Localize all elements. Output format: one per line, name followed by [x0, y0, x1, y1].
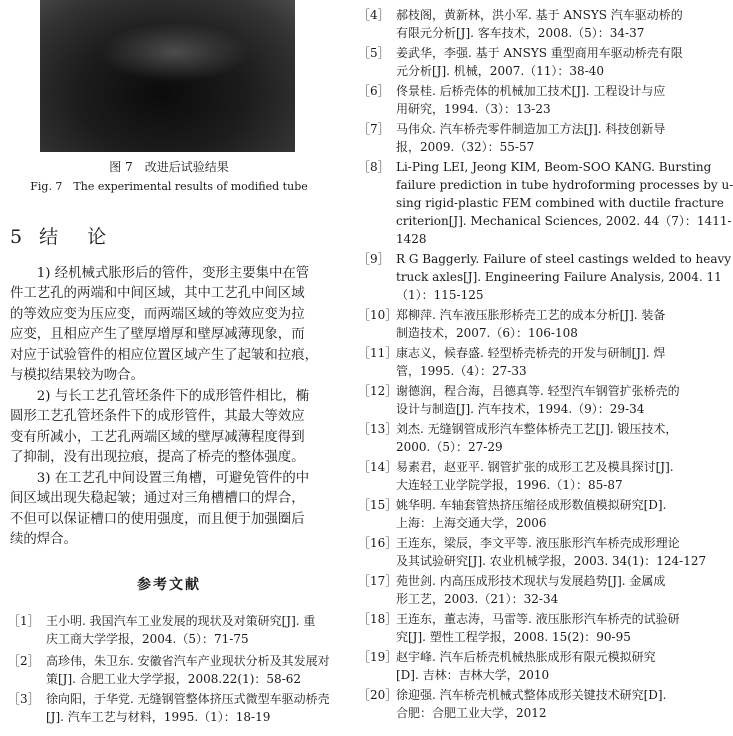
- reference-number: ［11］: [358, 346, 398, 360]
- conclusion-paragraph-3: [10, 469, 328, 551]
- reference-line: 姚华明. 车轴套管热挤压缩径成形数值模拟研究[D].: [396, 498, 667, 512]
- paragraph-line: 与模拟结果较为吻合。: [10, 368, 144, 384]
- paragraph-line: 件工艺孔的两端和中间区域，其中工艺孔中间区域: [10, 286, 305, 302]
- photo-highlight: [100, 22, 250, 82]
- paragraph-line: 了抑制，没有出现拉痕，提高了桥壳的整体强度。: [10, 450, 305, 466]
- reference-line: 王连东，梁辰，李文平等. 液压胀形汽车桥壳成形理论: [396, 536, 680, 550]
- figure-caption-cn: 图 7 改进后试验结果: [109, 160, 229, 174]
- reference-line: 郝枝阁，黄新林，洪小军. 基于 ANSYS 汽车驱动桥的: [396, 8, 683, 22]
- left-column: [0, 0, 338, 736]
- reference-line: 上海：上海交通大学，2006: [396, 516, 547, 530]
- reference-line: 佟景桂. 后桥壳体的机械加工技术[J]. 工程设计与应: [396, 84, 666, 98]
- reference-line: 合肥：合肥工业大学，2012: [396, 706, 547, 720]
- paragraph-line: 间区域出现失稳起皱；通过对三角槽槽口的焊合，: [10, 491, 305, 507]
- reference-line: 庆工商大学学报，2004.（5）：71-75: [46, 632, 249, 646]
- reference-line: 究[J]. 塑性工程学报，2008. 15(2)：90-95: [396, 630, 631, 644]
- reference-line: 报，2009.（32）：55-57: [396, 140, 535, 154]
- paragraph-line: 变有所减小，工艺孔两端区域的壁厚减薄程度得到: [10, 429, 305, 445]
- reference-line: Li-Ping LEI, Jeong KIM, Beom-SOO KANG. Bursting: [396, 160, 712, 174]
- reference-line: truck axles[J]. Engineering Failure Analysis, 2004. 11: [396, 270, 722, 284]
- reference-number: ［10］: [358, 308, 398, 322]
- reference-number: ［20］: [358, 688, 398, 702]
- reference-line: 王连东，董志涛，马雷等. 液压胀形汽车桥壳的试验研: [396, 612, 680, 626]
- reference-line: 1428: [396, 232, 427, 246]
- reference-line: R G Baggerly. Failure of steel castings welded to heavy: [396, 252, 732, 266]
- reference-number: ［16］: [358, 536, 398, 550]
- reference-line: 用研究，1994.（3）：13-23: [396, 102, 551, 116]
- reference-line: [J]. 汽车工艺与材料，1995.（1）：18-19: [46, 710, 271, 724]
- reference-line: 王小明. 我国汽车工业发展的现状及对策研究[J]. 重: [46, 614, 316, 628]
- figure-caption-en: Fig. 7 The experimental results of modified tube: [30, 180, 308, 193]
- reference-line: 徐迎强. 汽车桥壳机械式整体成形关键技术研究[D].: [396, 688, 667, 702]
- paragraph-line: 1) 经机械式胀形后的管件，变形主要集中在管: [10, 266, 310, 281]
- paragraph-line: 的等效应变为压应变，而两端区域的等效应变为拉: [10, 306, 305, 322]
- reference-line: 马伟众. 汽车桥壳零件制造加工方法[J]. 科技创新导: [396, 122, 666, 136]
- reference-number: ［1］: [8, 614, 40, 628]
- reference-number: ［9］: [358, 252, 390, 266]
- reference-line: 郑柳萍. 汽车液压胀形桥壳工艺的成本分析[J]. 装备: [396, 308, 666, 322]
- reference-number: ［6］: [358, 84, 390, 98]
- conclusion-paragraph-1: [10, 264, 328, 386]
- reference-line: 高珍伟，朱卫东. 安徽省汽车产业现状分析及其发展对: [46, 654, 330, 668]
- reference-number: ［2］: [8, 654, 40, 668]
- reference-number: ［13］: [358, 422, 398, 436]
- reference-line: 苑世剑. 内高压成形技术现状与发展趋势[J]. 金属成: [396, 574, 666, 588]
- paragraph-line: 续的焊合。: [10, 532, 77, 548]
- reference-line: 策[J]. 合肥工业大学学报，2008.22(1)：58-62: [46, 672, 302, 686]
- reference-number: ［15］: [358, 498, 398, 512]
- reference-line: 管，1995.（4）：27-33: [396, 364, 527, 378]
- conclusion-paragraph-2: [10, 387, 328, 469]
- reference-line: 制造技术，2007.（6）：106-108: [396, 326, 578, 340]
- reference-line: 姜武华，李强. 基于 ANSYS 重型商用车驱动桥壳有限: [396, 46, 683, 60]
- reference-number: ［12］: [358, 384, 398, 398]
- reference-line: 大连轻工业学院学报，1996.（1）：85-87: [396, 478, 623, 492]
- section-heading: [10, 222, 111, 249]
- reference-number: ［17］: [358, 574, 398, 588]
- reference-number: ［7］: [358, 122, 390, 136]
- reference-line: 设计与制造[J]. 汽车技术，1994.（9）：29-34: [396, 402, 645, 416]
- reference-line: 形工艺，2003.（21）：32-34: [396, 592, 559, 606]
- reference-line: [D]. 吉林：吉林大学，2010: [396, 668, 550, 682]
- reference-line: sing rigid-plastic FEM combined with ductile fracture: [396, 196, 724, 210]
- references-title: 参考文献: [137, 577, 201, 593]
- experiment-photo: [40, 0, 295, 152]
- reference-line: 易素君，赵亚平. 钢管扩张的成形工艺及模具探讨[J].: [396, 460, 674, 474]
- reference-line: criterion[J]. Mechanical Sciences, 2002. 44（7）：1411-: [396, 214, 732, 228]
- reference-number: ［3］: [8, 692, 40, 706]
- reference-number: ［8］: [358, 160, 390, 174]
- reference-line: failure prediction in tube hydroforming processes by u-: [396, 178, 733, 192]
- reference-line: 赵宇峰. 汽车后桥壳机械热胀成形有限元模拟研究: [396, 650, 656, 664]
- reference-number: ［18］: [358, 612, 398, 626]
- reference-line: 及其试验研究[J]. 农业机械学报，2003. 34(1)：124-127: [396, 554, 707, 568]
- right-column: [350, 0, 733, 736]
- reference-line: 元分析[J]. 机械，2007.（11）：38-40: [396, 64, 605, 78]
- reference-number: ［4］: [358, 8, 390, 22]
- reference-number: ［14］: [358, 460, 398, 474]
- paragraph-line: 圆形工艺孔管坯条件下的成形管件，其最大等效应: [10, 409, 305, 425]
- section-title: 结 论: [39, 226, 112, 248]
- paragraph-line: 不但可以保证槽口的使用强度，而且便于加强圈后: [10, 511, 305, 527]
- reference-number: ［5］: [358, 46, 390, 60]
- reference-line: 刘杰. 无缝钢管成形汽车整体桥壳工艺[J]. 锻压技术，: [396, 422, 678, 436]
- reference-line: 康志义，候春盛. 轻型桥壳桥壳的开发与研制[J]. 焊: [396, 346, 666, 360]
- paragraph-line: 应变，且相应产生了壁厚增厚和壁厚减薄现象，而: [10, 327, 305, 343]
- paragraph-line: 对应于试验管件的相应位置区域产生了起皱和拉痕，: [10, 347, 318, 363]
- reference-line: 徐向阳，于华党. 无缝钢管整体挤压式微型车驱动桥壳: [46, 692, 330, 706]
- paragraph-line: 2) 与长工艺孔管坯条件下的成形管件相比，椭: [10, 389, 310, 404]
- paragraph-line: 3) 在工艺孔中间设置三角槽，可避免管件的中: [10, 471, 310, 486]
- section-number: 5: [10, 226, 28, 248]
- reference-line: 谢德润，程合海，吕德真等. 轻型汽车钢管扩张桥壳的: [396, 384, 680, 398]
- reference-number: ［19］: [358, 650, 398, 664]
- reference-line: 2000.（5）：27-29: [396, 440, 503, 454]
- reference-line: 有限元分析[J]. 客车技术，2008.（5）：34-37: [396, 26, 645, 40]
- reference-line: （1）：115-125: [396, 288, 484, 302]
